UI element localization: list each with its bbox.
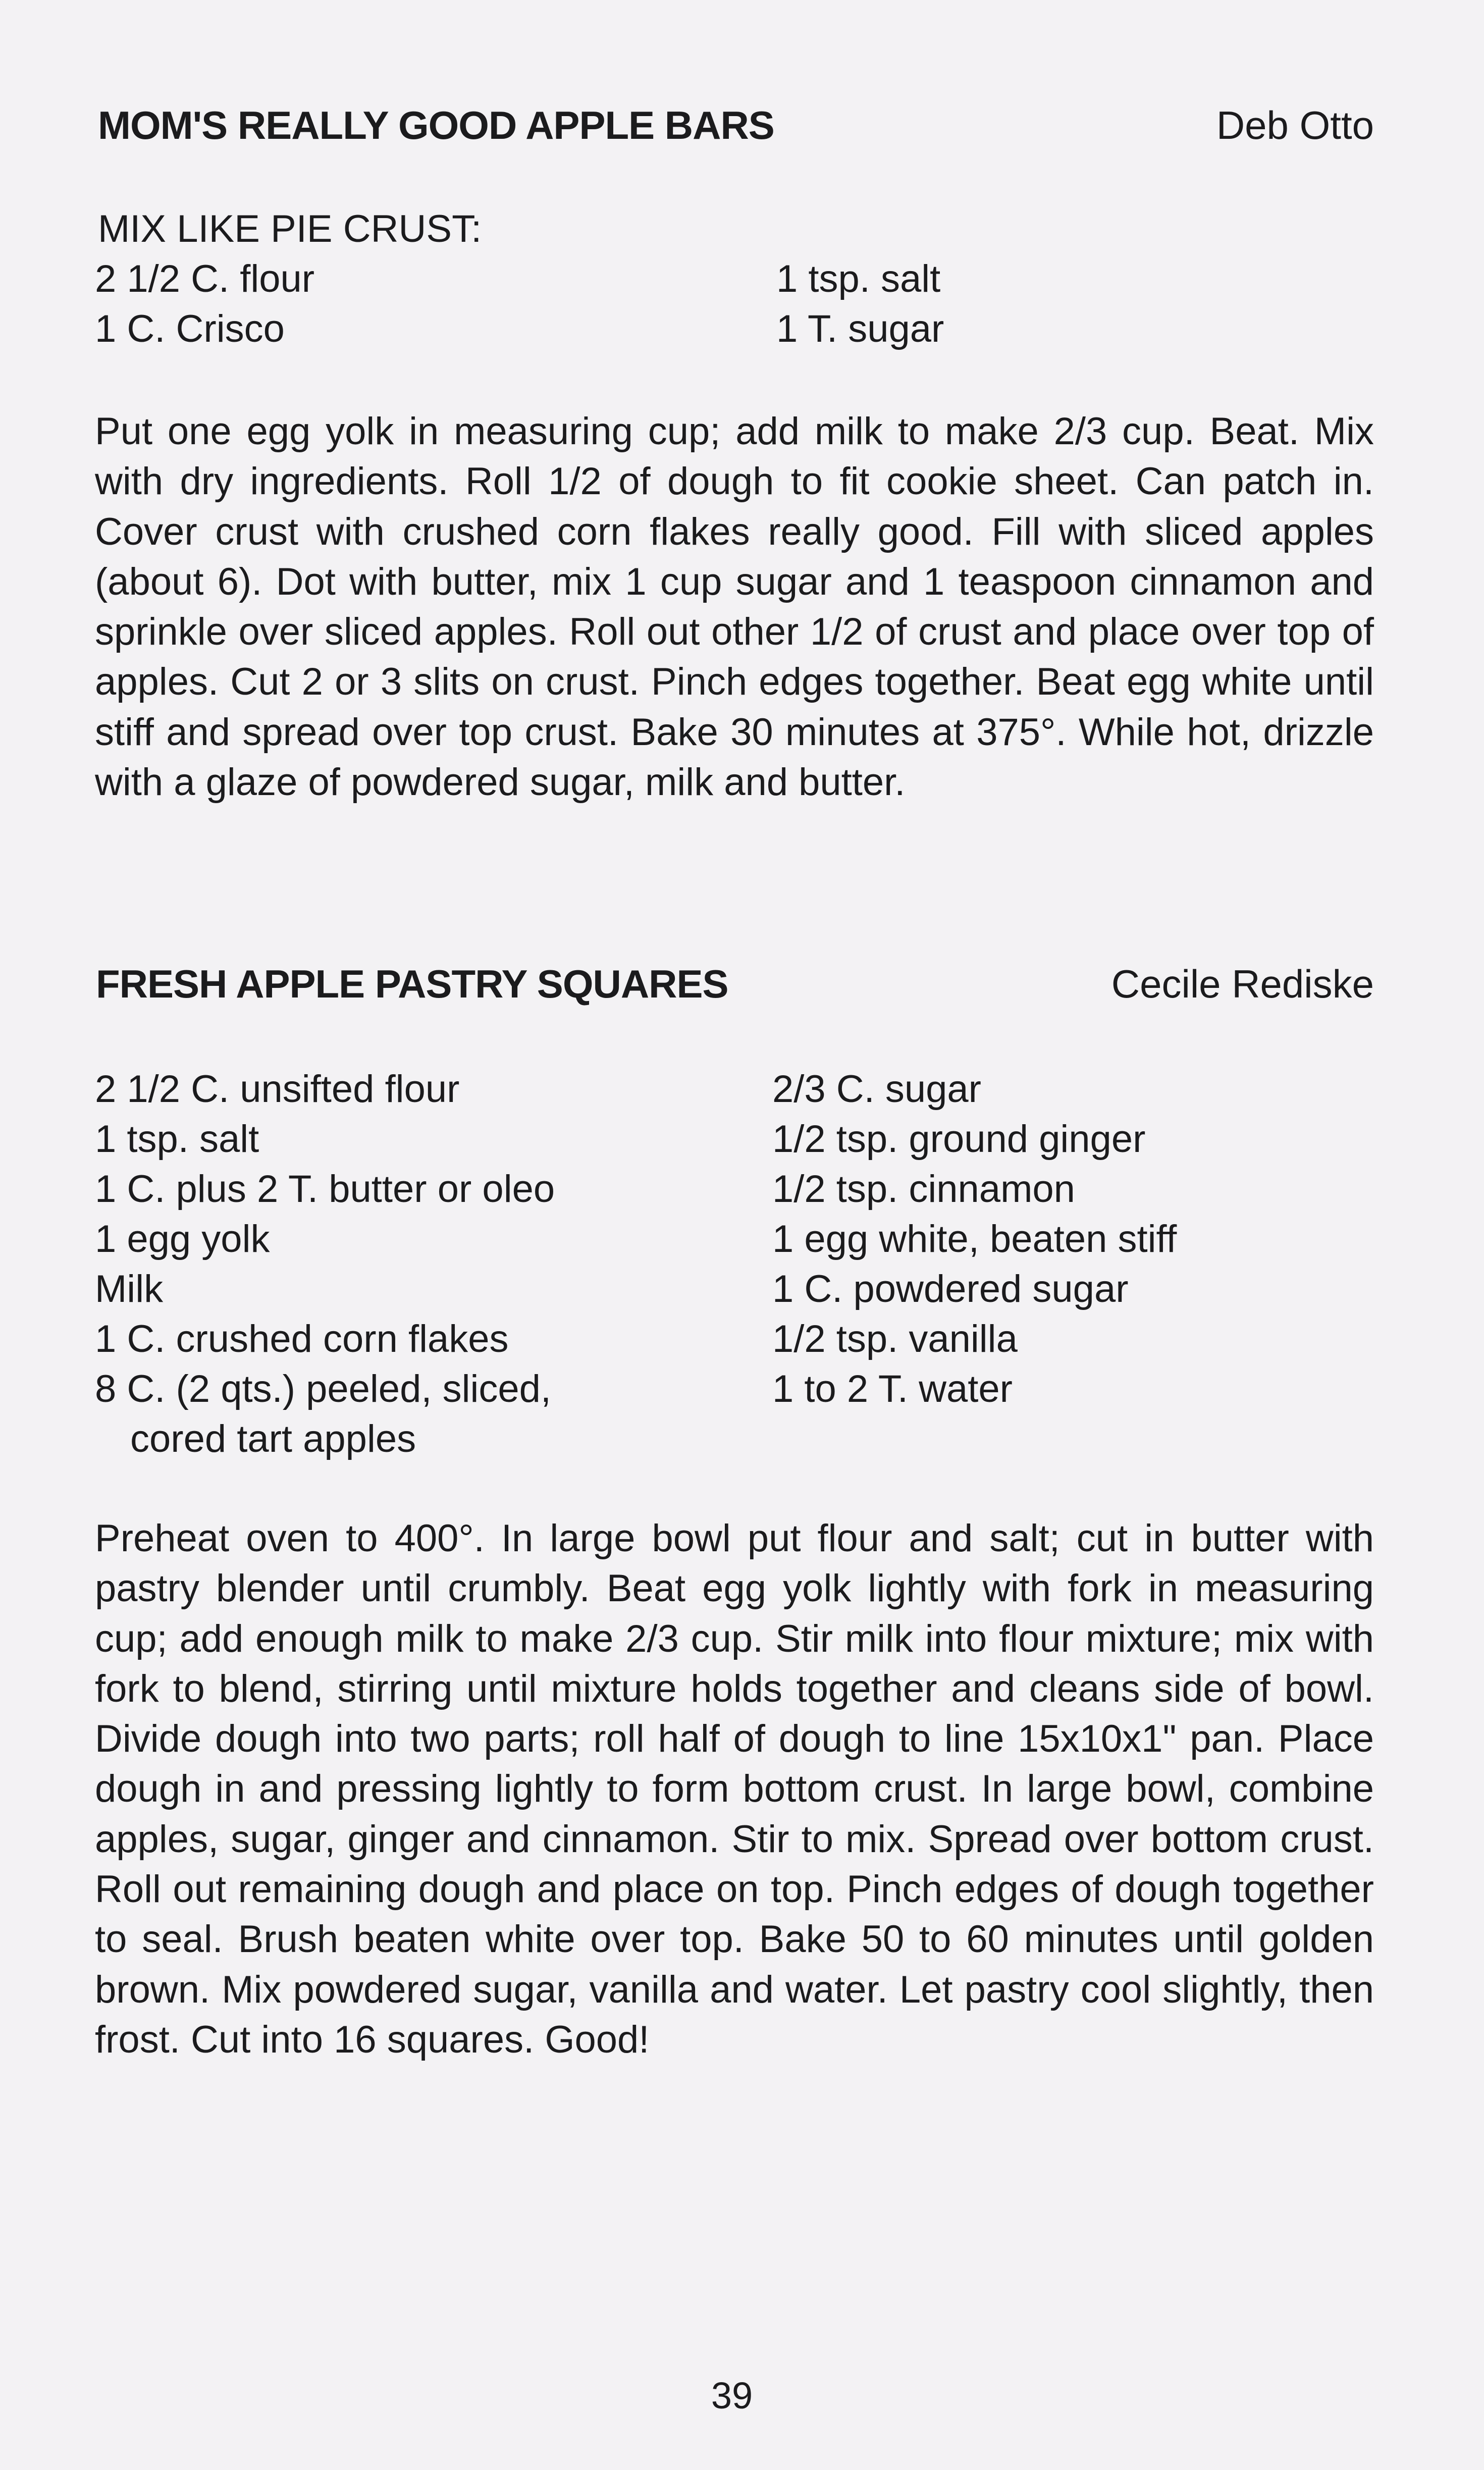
ingredient-item: 1/2 tsp. ground ginger [772,1118,1146,1161]
ingredients-right-column [772,1064,1177,1414]
recipe-subheading: MIX LIKE PIE CRUST: [98,207,482,250]
ingredient-item: 1 C. crushed corn flakes [95,1318,509,1360]
ingredient-item: 1 to 2 T. water [772,1368,1013,1410]
ingredient-item: 2 1/2 C. unsifted flour [95,1068,460,1111]
ingredient-item: 1 tsp. salt [95,1118,259,1161]
recipe-directions: Preheat oven to 400°. In large bowl put flour and salt; cut in butter with pastry blender until crumbly. Beat egg yolk lightly with fork in measuring cup; add enough milk to make 2/3 cup. Stir milk into flour mixture; mix with fork to blend, stirring until mixture holds together and cleans side of bowl. Divide dough into two parts; roll half of dough to line 15x10x1" pan. Place dough in and pressing lightly to form bottom crust. In large bowl, combine apples, sugar, ginger and cinnamon. Stir to mix. Spread over bottom crust. Roll out remaining dough and place on top. Pinch edges of dough together to seal. Brush beaten white over top. Bake 50 to 60 minutes until golden brown. Mix powdered sugar, vanilla and water. Let pastry cool slightly, then frost. Cut into 16 squares. Good! [95,1517,1374,2061]
ingredients-left-column [95,1064,555,1464]
page-number: 39 [711,2375,753,2416]
recipe-title: MOM'S REALLY GOOD APPLE BARS [98,103,774,147]
ingredient-item: 1 C. plus 2 T. butter or oleo [95,1168,555,1211]
recipe-author: Deb Otto [1216,103,1374,147]
ingredient-item: 1 T. sugar [776,307,944,350]
ingredient-item: 1 egg yolk [95,1218,270,1260]
ingredient-item: Milk [95,1268,164,1310]
ingredient-item: 2 1/2 C. flour [95,257,315,300]
ingredient-item: 1 egg white, beaten stiff [772,1218,1177,1260]
ingredient-item: cored tart apples [130,1417,416,1460]
ingredient-item: 1 tsp. salt [776,257,941,300]
recipe-directions: Put one egg yolk in measuring cup; add milk to make 2/3 cup. Beat. Mix with dry ingredients. Roll 1/2 of dough to fit cookie sheet. Can patch in. Cover crust with crushed corn flakes really good. Fill with sliced apples (about 6). Dot with butter, mix 1 cup sugar and 1 teaspoon cinnamon and sprinkle over sliced apples. Roll out other 1/2 of crust and place over top of apples. Cut 2 or 3 slits on crust. Pinch edges together. Beat egg white until stiff and spread over top crust. Bake 30 minutes at 375°. While hot, drizzle with a glaze of powdered sugar, milk and butter. [95,410,1374,804]
ingredient-item: 8 C. (2 qts.) peeled, sliced, [95,1368,551,1410]
recipe-author: Cecile Rediske [1111,962,1374,1006]
ingredient-item: 2/3 C. sugar [772,1068,981,1111]
ingredient-item: 1 C. Crisco [95,307,285,350]
ingredient-item: 1 C. powdered sugar [772,1268,1129,1310]
ingredients-right-column [776,254,944,354]
recipe-title: FRESH APPLE PASTRY SQUARES [96,962,728,1006]
ingredient-item: 1/2 tsp. vanilla [772,1318,1018,1360]
ingredient-item: 1/2 tsp. cinnamon [772,1168,1075,1211]
ingredients-left-column [95,254,314,354]
